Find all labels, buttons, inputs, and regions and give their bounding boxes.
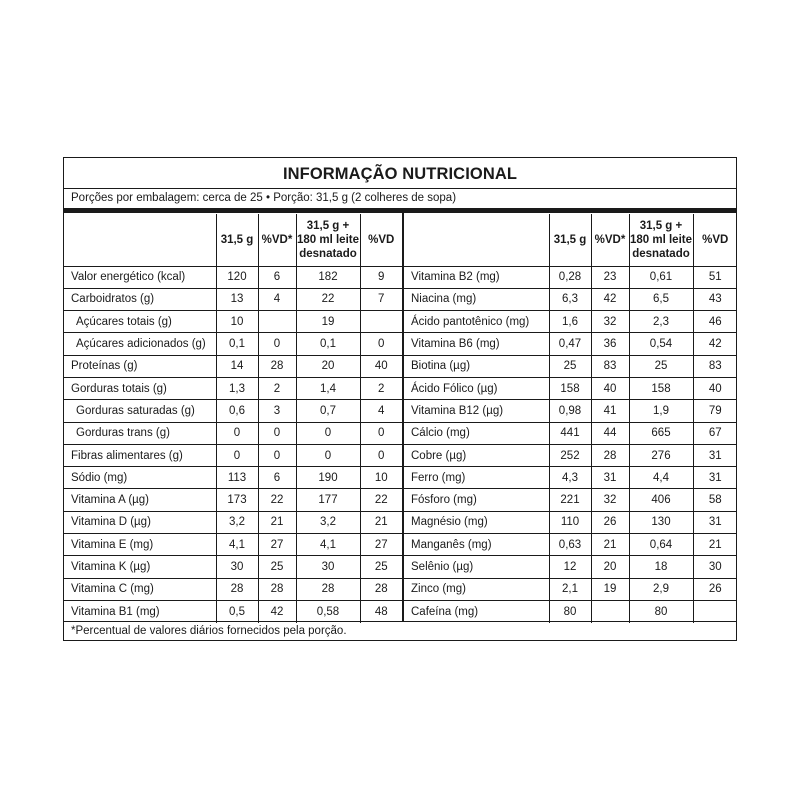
- vd-value-cell: 36: [591, 333, 629, 355]
- portion-value-cell: 2,1: [549, 578, 591, 600]
- vd-value-cell: 0: [258, 422, 296, 444]
- vd-value-cell: 6: [258, 467, 296, 489]
- nutrient-name-cell: Açúcares adicionados (g): [64, 333, 216, 355]
- vd-value-cell: 28: [591, 444, 629, 466]
- nutrient-name-cell: Valor energético (kcal): [64, 266, 216, 288]
- table-row: [404, 467, 737, 489]
- table-row: [404, 578, 737, 600]
- with-milk-value-cell: 0,1: [296, 333, 360, 355]
- vd-value-cell: 4: [258, 288, 296, 310]
- portion-value-cell: 252: [549, 444, 591, 466]
- table-header-row: [64, 214, 402, 266]
- table-row: [404, 444, 737, 466]
- nutrient-name-cell: Selênio (µg): [404, 556, 549, 578]
- portion-value-cell: 0,98: [549, 400, 591, 422]
- vd2-value-cell: 4: [360, 400, 402, 422]
- table-row: [404, 556, 737, 578]
- label-title: INFORMAÇÃO NUTRICIONAL: [282, 165, 518, 183]
- vd-value-cell: 21: [258, 511, 296, 533]
- vd2-value-cell: 27: [360, 534, 402, 556]
- table-row: [404, 489, 737, 511]
- with-milk-value-cell: 2,9: [629, 578, 693, 600]
- nutrient-name-cell: Fósforo (mg): [404, 489, 549, 511]
- portion-value-cell: 110: [549, 511, 591, 533]
- nutrient-name-cell: Vitamina D (µg): [64, 511, 216, 533]
- with-milk-column-header: [629, 214, 693, 266]
- footnote-divider: [64, 621, 736, 622]
- vd2-value-cell: 28: [360, 578, 402, 600]
- vd-value-cell: 44: [591, 422, 629, 444]
- table-row: [404, 377, 737, 399]
- portion-value-cell: 13: [216, 288, 258, 310]
- portion-value-cell: 221: [549, 489, 591, 511]
- table-row: [404, 400, 737, 422]
- portion-value-cell: 1,6: [549, 311, 591, 333]
- table-row: [64, 578, 402, 600]
- portion-value-cell: 14: [216, 355, 258, 377]
- vd2-value-cell: 79: [693, 400, 737, 422]
- nutrient-name-cell: Magnésio (mg): [404, 511, 549, 533]
- nutrient-name-cell: Vitamina K (µg): [64, 556, 216, 578]
- vd2-value-cell: 0: [360, 333, 402, 355]
- with-milk-value-cell: 0: [296, 422, 360, 444]
- table-row: [404, 333, 737, 355]
- vd2-value-cell: 21: [360, 511, 402, 533]
- vd-value-cell: 31: [591, 467, 629, 489]
- with-milk-value-cell: 0,64: [629, 534, 693, 556]
- with-milk-value-cell: 2,3: [629, 311, 693, 333]
- table-row: [64, 288, 402, 310]
- nutrient-column-header: [64, 214, 216, 266]
- vd-value-cell: 32: [591, 311, 629, 333]
- vd-value-cell: 32: [591, 489, 629, 511]
- vd2-value-cell: 0: [360, 444, 402, 466]
- left-table-body: [64, 266, 402, 623]
- vd-value-cell: 27: [258, 534, 296, 556]
- nutrient-name-cell: Cafeína (mg): [411, 605, 479, 618]
- table-row: [64, 377, 402, 399]
- vd2-value-cell: 30: [693, 556, 737, 578]
- vd-value-cell: [591, 600, 629, 622]
- table-row: [64, 311, 402, 333]
- vd-value-cell: 41: [591, 400, 629, 422]
- with-milk-value-cell: 182: [296, 266, 360, 288]
- nutrient-name-cell: Zinco (mg): [404, 578, 549, 600]
- with-milk-value-cell: 158: [629, 377, 693, 399]
- nutrient-name-cell: Ácido pantotênico (mg): [404, 311, 549, 333]
- with-milk-value-cell: 177: [296, 489, 360, 511]
- nutrient-name-cell: Vitamina B6 (mg): [404, 333, 549, 355]
- vd-value-cell: 3: [258, 400, 296, 422]
- header-thick-rule: [64, 208, 736, 213]
- nutrient-name-cell: Niacina (mg): [404, 288, 549, 310]
- with-milk-header-line1: 31,5 g +: [639, 219, 683, 232]
- with-milk-value-cell: 80: [629, 600, 693, 622]
- table-row: [64, 400, 402, 422]
- vd-value-cell: 40: [591, 377, 629, 399]
- table-row: [404, 534, 737, 556]
- vd2-value-cell: 40: [693, 377, 737, 399]
- table-row: [64, 489, 402, 511]
- table-row: [64, 467, 402, 489]
- nutrient-name-cell: Proteínas (g): [64, 355, 216, 377]
- table-row: [404, 511, 737, 533]
- portion-value-cell: 4,1: [216, 534, 258, 556]
- table-row: [404, 422, 737, 444]
- with-milk-value-cell: 0,7: [296, 400, 360, 422]
- nutrition-table-left: [64, 214, 402, 623]
- vd2-value-cell: 42: [693, 333, 737, 355]
- table-row: [404, 311, 737, 333]
- with-milk-value-cell: 28: [296, 578, 360, 600]
- table-row: [64, 422, 402, 444]
- vd2-value-cell: 9: [360, 266, 402, 288]
- vd-value-cell: 0: [258, 333, 296, 355]
- portion-value-cell: 158: [549, 377, 591, 399]
- with-milk-value-cell: 20: [296, 355, 360, 377]
- portion-value-cell: 3,2: [216, 511, 258, 533]
- vd-value-cell: 2: [258, 377, 296, 399]
- portion-value-cell: 441: [549, 422, 591, 444]
- vd2-value-cell: 46: [693, 311, 737, 333]
- vd2-value-cell: 51: [693, 266, 737, 288]
- vd2-value-cell: 67: [693, 422, 737, 444]
- nutrient-name-cell: Manganês (mg): [404, 534, 549, 556]
- portion-column-header: 31,5 g: [549, 214, 591, 266]
- portion-value-cell: 30: [216, 556, 258, 578]
- portion-value-cell: 28: [216, 578, 258, 600]
- portion-value-cell: 6,3: [549, 288, 591, 310]
- with-milk-value-cell: 25: [629, 355, 693, 377]
- portion-value-cell: 120: [216, 266, 258, 288]
- with-milk-value-cell: 406: [629, 489, 693, 511]
- vd-value-cell: 6: [258, 266, 296, 288]
- nutrient-name-cell: Ácido Fólico (µg): [404, 377, 549, 399]
- portion-value-cell: 0,5: [216, 600, 258, 622]
- vd2-value-cell: 22: [360, 489, 402, 511]
- portion-value-cell: 4,3: [549, 467, 591, 489]
- vd2-column-header: %VD: [360, 214, 402, 266]
- nutrient-name-cell: Açúcares totais (g): [64, 311, 216, 333]
- table-row: [404, 288, 737, 310]
- vd-value-cell: 19: [591, 578, 629, 600]
- nutrient-name-cell: Carboidratos (g): [64, 288, 216, 310]
- table-row: [64, 444, 402, 466]
- portion-value-cell: 0,63: [549, 534, 591, 556]
- table-row: [64, 511, 402, 533]
- vd-value-cell: 42: [258, 600, 296, 622]
- vd2-value-cell: [360, 311, 402, 333]
- vd2-value-cell: 31: [693, 467, 737, 489]
- portion-value-cell: 25: [549, 355, 591, 377]
- with-milk-header-line2: 180 ml leite: [296, 233, 359, 246]
- table-row: [404, 355, 737, 377]
- vd-value-cell: 22: [258, 489, 296, 511]
- nutrient-name-cell: Vitamina B1 (mg): [71, 605, 160, 618]
- with-milk-header-line3: desnatado: [299, 247, 357, 260]
- vd2-value-cell: 31: [693, 511, 737, 533]
- vd2-value-cell: [693, 600, 737, 622]
- with-milk-value-cell: 190: [296, 467, 360, 489]
- nutrient-name-cell: Cálcio (mg): [404, 422, 549, 444]
- with-milk-column-header: [296, 214, 360, 266]
- serving-info: Porções por embalagem: cerca de 25 • Porção: 31,5 g (2 colheres de sopa): [71, 192, 457, 204]
- portion-value-cell: 0,1: [216, 333, 258, 355]
- vd2-value-cell: 83: [693, 355, 737, 377]
- with-milk-value-cell: 3,2: [296, 511, 360, 533]
- with-milk-value-cell: 0,54: [629, 333, 693, 355]
- with-milk-value-cell: 665: [629, 422, 693, 444]
- portion-value-cell: 80: [549, 600, 591, 622]
- portion-value-cell: 0: [216, 422, 258, 444]
- vd2-value-cell: 26: [693, 578, 737, 600]
- with-milk-value-cell: 18: [629, 556, 693, 578]
- title-divider: [64, 188, 736, 189]
- table-row: [64, 534, 402, 556]
- nutrient-name-cell: Ferro (mg): [404, 467, 549, 489]
- vd-value-cell: 25: [258, 556, 296, 578]
- with-milk-value-cell: 1,4: [296, 377, 360, 399]
- nutrient-name-cell: Cobre (µg): [404, 444, 549, 466]
- table-row: [64, 266, 402, 288]
- nutrient-name-cell: Gorduras saturadas (g): [64, 400, 216, 422]
- table-row: [64, 556, 402, 578]
- vd-column-header: %VD*: [591, 214, 629, 266]
- nutrient-name-cell: Vitamina E (mg): [64, 534, 216, 556]
- with-milk-value-cell: 4,1: [296, 534, 360, 556]
- with-milk-value-cell: 1,9: [629, 400, 693, 422]
- portion-value-cell: 173: [216, 489, 258, 511]
- vd2-column-header: %VD: [693, 214, 737, 266]
- with-milk-value-cell: 276: [629, 444, 693, 466]
- nutrient-name-cell: Vitamina B12 (µg): [404, 400, 549, 422]
- nutrient-name-cell: Gorduras totais (g): [64, 377, 216, 399]
- nutrient-name-cell: Fibras alimentares (g): [64, 444, 216, 466]
- nutrition-facts-label: [63, 157, 737, 641]
- vd-column-header: %VD*: [258, 214, 296, 266]
- table-header-row: [404, 214, 737, 266]
- vd2-value-cell: 58: [693, 489, 737, 511]
- vd2-value-cell: 40: [360, 355, 402, 377]
- footnote: *Percentual de valores diários fornecidos pela porção.: [71, 625, 347, 637]
- vd-value-cell: 83: [591, 355, 629, 377]
- vd2-value-cell: 31: [693, 444, 737, 466]
- nutrient-column-header: [404, 214, 549, 266]
- vd-value-cell: 20: [591, 556, 629, 578]
- portion-value-cell: 10: [216, 311, 258, 333]
- with-milk-value-cell: 30: [296, 556, 360, 578]
- vd2-value-cell: 25: [360, 556, 402, 578]
- nutrient-name-cell: Vitamina A (µg): [64, 489, 216, 511]
- vd2-value-cell: 48: [360, 600, 402, 622]
- vd-value-cell: 28: [258, 355, 296, 377]
- table-row: [64, 600, 402, 622]
- with-milk-value-cell: 22: [296, 288, 360, 310]
- table-row: [64, 333, 402, 355]
- table-row: [404, 600, 737, 622]
- nutrient-name-cell: Biotina (µg): [404, 355, 549, 377]
- vd-value-cell: 23: [591, 266, 629, 288]
- vd-value-cell: 21: [591, 534, 629, 556]
- portion-value-cell: 0,28: [549, 266, 591, 288]
- with-milk-value-cell: 19: [296, 311, 360, 333]
- vd-value-cell: 28: [258, 578, 296, 600]
- portion-value-cell: 1,3: [216, 377, 258, 399]
- with-milk-value-cell: 6,5: [629, 288, 693, 310]
- portion-column-header: 31,5 g: [216, 214, 258, 266]
- with-milk-value-cell: 0,61: [629, 266, 693, 288]
- vd2-value-cell: 0: [360, 422, 402, 444]
- with-milk-value-cell: 0: [296, 444, 360, 466]
- vd2-value-cell: 43: [693, 288, 737, 310]
- with-milk-value-cell: 0,58: [296, 600, 360, 622]
- vd-value-cell: 42: [591, 288, 629, 310]
- portion-value-cell: 0: [216, 444, 258, 466]
- table-row: [404, 266, 737, 288]
- with-milk-header-line3: desnatado: [632, 247, 690, 260]
- vd-value-cell: 0: [258, 444, 296, 466]
- portion-value-cell: 113: [216, 467, 258, 489]
- with-milk-value-cell: 4,4: [629, 467, 693, 489]
- nutrient-name-cell: Vitamina B2 (mg): [404, 266, 549, 288]
- with-milk-value-cell: 130: [629, 511, 693, 533]
- right-table-body: [404, 266, 737, 623]
- vd2-value-cell: 7: [360, 288, 402, 310]
- nutrient-name-cell: Vitamina C (mg): [64, 578, 216, 600]
- vd2-value-cell: 2: [360, 377, 402, 399]
- nutrition-table-right: [404, 214, 737, 623]
- vd-value-cell: [258, 311, 296, 333]
- portion-value-cell: 0,47: [549, 333, 591, 355]
- with-milk-header-line1: 31,5 g +: [306, 219, 350, 232]
- with-milk-header-line2: 180 ml leite: [629, 233, 692, 246]
- portion-value-cell: 0,6: [216, 400, 258, 422]
- portion-value-cell: 12: [549, 556, 591, 578]
- vd2-value-cell: 21: [693, 534, 737, 556]
- nutrient-name-cell: Sódio (mg): [64, 467, 216, 489]
- table-row: [64, 355, 402, 377]
- nutrient-name-cell: Gorduras trans (g): [64, 422, 216, 444]
- vd2-value-cell: 10: [360, 467, 402, 489]
- vd-value-cell: 26: [591, 511, 629, 533]
